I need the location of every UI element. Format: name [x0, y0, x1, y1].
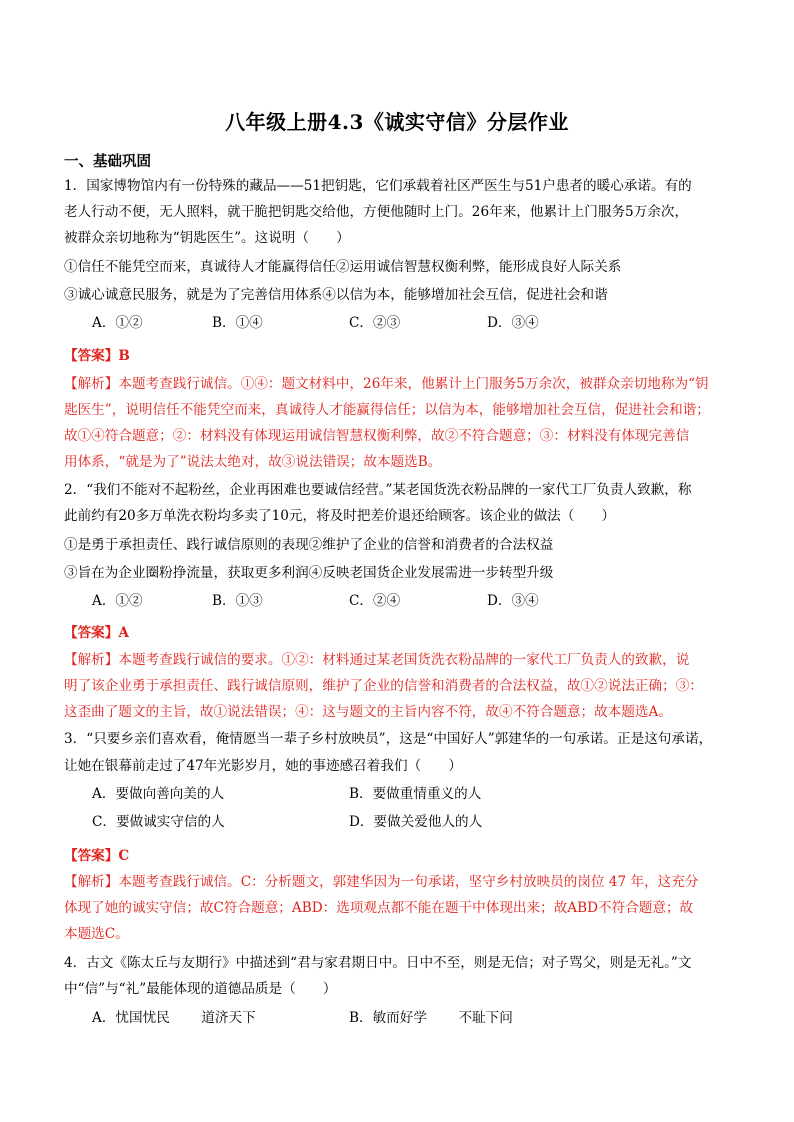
- q3-stem-line: 让她在银幕前走过了47年光影岁月，她的事迹感召着我们（ ）: [64, 758, 462, 774]
- q1-stem-line: 1．国家博物馆内有一份特殊的藏品——51把钥匙，它们承载着社区严医生与51户患者的暖心承诺。有的: [64, 178, 692, 194]
- q3-analysis-line: 【解析】本题考查践行诚信。C：分析题文，郭建华因为一句承诺，坚守乡村放映员的岗位 47 年，这充分: [64, 874, 699, 890]
- q2-analysis-line: 【解析】本题考查践行诚信的要求。①②：材料通过某老国货洗衣粉品牌的一家代工厂负责人的致歉，说: [64, 652, 690, 668]
- q2-option-c: C．②④: [349, 593, 401, 609]
- q4-stem-line: 4．古文《陈太丘与友期行》中描述到“君与家君期日中。日中不至，则是无信；对子骂父，则是无礼。”文: [64, 955, 692, 971]
- q3-option-c: C．要做诚实守信的人: [92, 814, 225, 830]
- q2-statement-line: ①是勇于承担责任、践行诚信原则的表现②维护了企业的信誉和消费者的合法权益: [64, 537, 554, 553]
- q4-option-a: A．忧国忧民 道济天下: [92, 1010, 256, 1026]
- q1-option-d: D．③④: [487, 315, 539, 331]
- q1-analysis-line: 故①④符合题意；②：材料没有体现运用诚信智慧权衡利弊，故②不符合题意；③：材料没有体现完善信: [64, 428, 690, 444]
- q2-analysis-line: 这歪曲了题文的主旨，故①说法错误；④：这与题文的主旨内容不符，故④不符合题意；故本题选A。: [64, 704, 672, 720]
- q1-answer: [64, 346, 732, 366]
- answer-label: 【答案】: [64, 625, 119, 641]
- q1-option-a: A．①②: [92, 315, 143, 331]
- q3-answer: [64, 846, 732, 866]
- q3-analysis-line: 体现了她的诚实守信；故C符合题意；ABD：选项观点都不能在题干中体现出来；故ABD不符合题意；故: [64, 900, 694, 916]
- q2-option-b: B．①③: [212, 593, 263, 609]
- q1-statement-line: ③诚心诚意民服务，就是为了完善信用体系④以信为本，能够增加社会互信，促进社会和谐: [64, 287, 608, 303]
- answer-label: 【答案】: [64, 848, 119, 864]
- section-heading: 一、基础巩固: [64, 153, 151, 170]
- q3-stem-line: 3．“只要乡亲们喜欢看，俺情愿当一辈子乡村放映员”，这是“中国好人”郭建华的一句承诺。正是这句承诺，: [64, 731, 713, 747]
- q2-option-d: D．③④: [487, 593, 539, 609]
- q3-option-d: D．要做关爱他人的人: [349, 814, 483, 830]
- q1-analysis-line: 【解析】本题考查践行诚信。①④：题文材料中，26年来，他累计上门服务5万余次，被群众亲切地称为“钥: [64, 376, 709, 392]
- answer-value: C: [118, 848, 130, 864]
- q3-option-a: A．要做向善向美的人: [92, 786, 225, 802]
- q4-option-b: B．敏而好学 不耻下问: [349, 1010, 513, 1026]
- q1-statement-line: ①信任不能凭空而来，真诚待人才能赢得信任②运用诚信智慧权衡利弊，能形成良好人际关系: [64, 259, 622, 275]
- q2-stem-line: 此前约有20多万单洗衣粉均多卖了10元，将及时把差价退还给顾客。该企业的做法（ ）: [64, 508, 616, 524]
- answer-value: A: [118, 625, 129, 641]
- q3-option-b: B．要做重情重义的人: [349, 786, 482, 802]
- q2-stem-line: 2．“我们不能对不起粉丝，企业再困难也要诚信经营。”某老国货洗衣粉品牌的一家代工厂负责人致歉，称: [64, 482, 692, 498]
- q1-stem-line: 老人行动不便，无人照料，就干脆把钥匙交给他，方便他随时上门。26年来，他累计上门服务5万余次，: [64, 204, 689, 220]
- answer-value: B: [118, 348, 130, 364]
- q1-analysis-line: 匙医生”，说明信任不能凭空而来，真诚待人才能赢得信任；以信为本，能够增加社会互信，促进社会和谐；: [64, 402, 710, 418]
- q2-analysis-line: 明了该企业勇于承担责任、践行诚信原则，维护了企业的信誉和消费者的合法权益，故①②说法正确；③：: [64, 678, 703, 694]
- q4-stem-line: 中“信”与“礼”最能体现的道德品质是（ ）: [64, 981, 337, 997]
- q2-answer: [64, 623, 732, 643]
- q1-option-b: B．①④: [212, 315, 263, 331]
- q1-option-c: C．②③: [349, 315, 401, 331]
- q3-analysis-line: 本题选C。: [64, 926, 129, 942]
- q1-stem-line: 被群众亲切地称为“钥匙医生”。这说明（ ）: [64, 230, 350, 246]
- q2-option-a: A．①②: [92, 593, 143, 609]
- answer-label: 【答案】: [64, 348, 119, 364]
- q2-statement-line: ③旨在为企业圈粉挣流量，获取更多利润④反映老国货企业发展需进一步转型升级: [64, 565, 554, 581]
- q1-analysis-line: 用体系，“就是为了”说法太绝对，故③说法错误；故本题选B。: [64, 454, 442, 470]
- page-title: 八年级上册4.3《诚实守信》分层作业: [225, 110, 569, 134]
